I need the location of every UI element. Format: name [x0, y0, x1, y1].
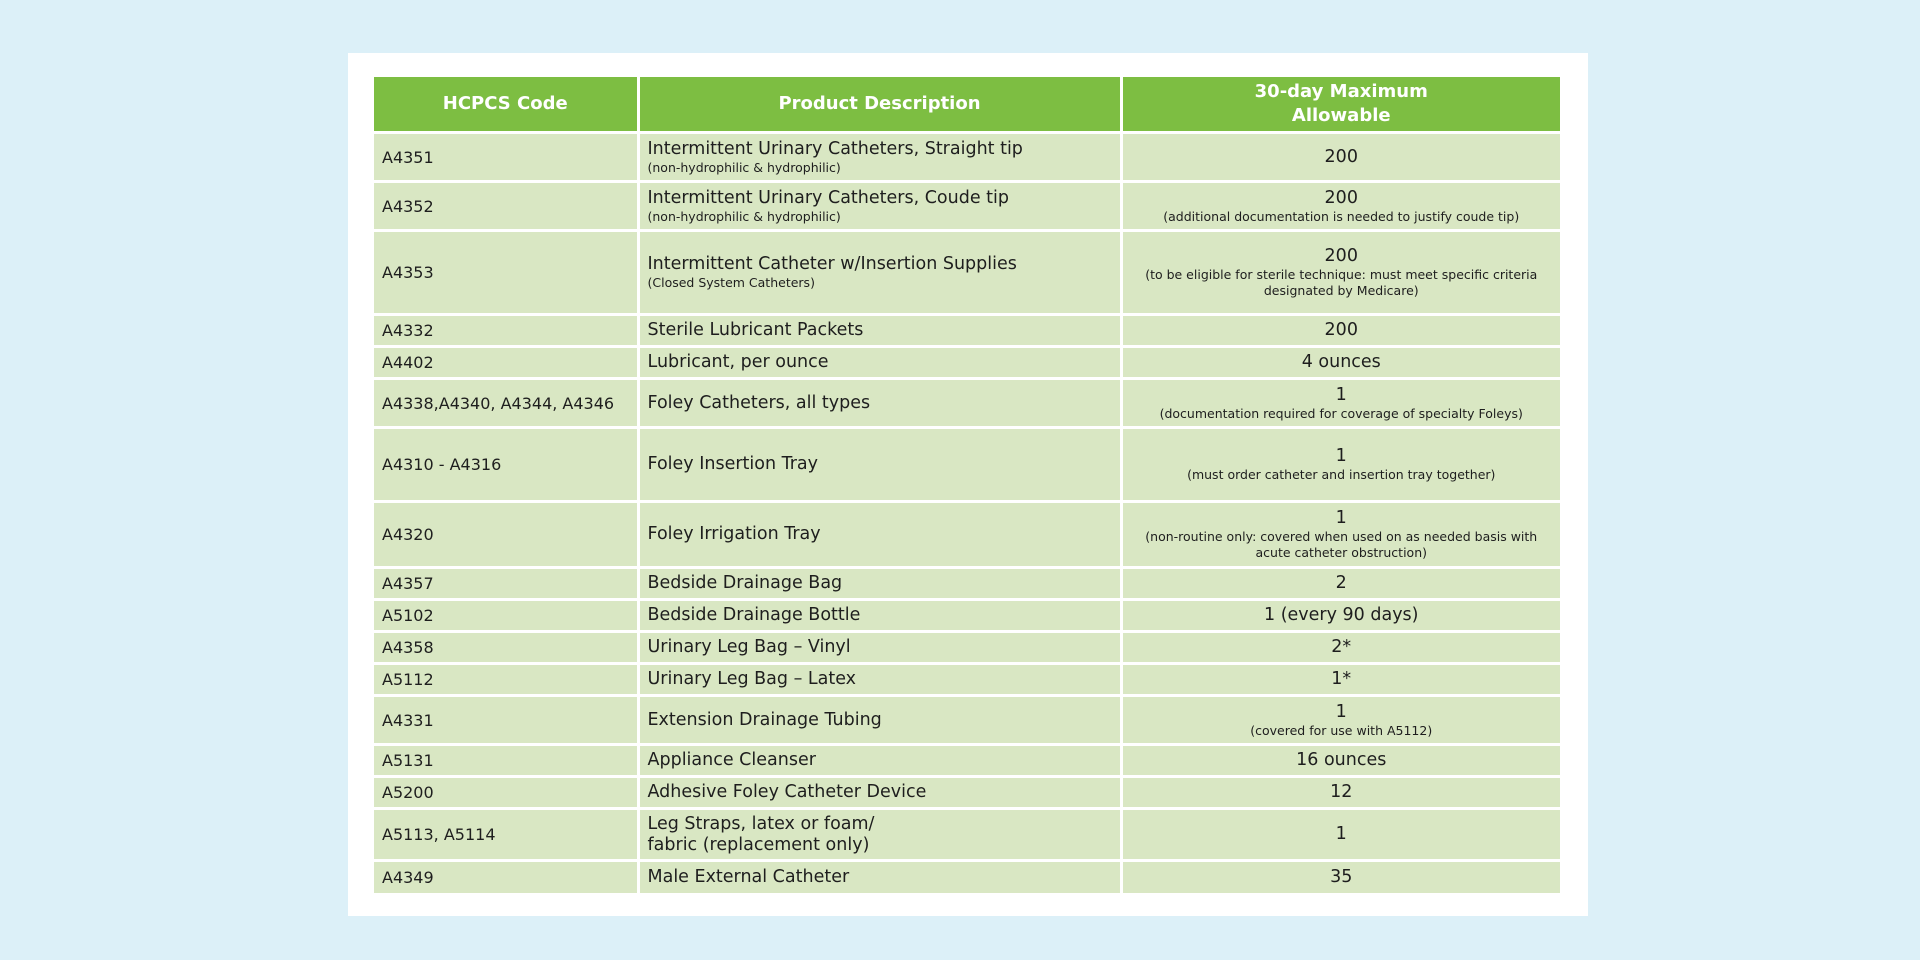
table-row	[374, 133, 1560, 182]
header-hcpcs-code: HCPCS Code	[374, 77, 638, 133]
cell-product-description	[638, 696, 1121, 745]
cell-30-day-maximum	[1121, 696, 1560, 745]
table-row	[374, 861, 1560, 893]
table-header-row	[374, 77, 1560, 133]
cell-hcpcs-code: A4349	[374, 861, 638, 893]
table-row	[374, 347, 1560, 379]
description-text: Adhesive Foley Catheter Device	[647, 782, 927, 802]
cell-product-description	[638, 428, 1121, 502]
description-text: Sterile Lubricant Packets	[647, 320, 864, 340]
table-row	[374, 809, 1560, 861]
cell-product-description	[638, 182, 1121, 231]
cell-hcpcs-code: A5102	[374, 600, 638, 632]
maximum-value: 35	[1330, 866, 1353, 887]
cell-hcpcs-code: A4402	[374, 347, 638, 379]
maximum-note: (to be eligible for sterile technique: must meet specific criteria designated by Medicare)	[1145, 267, 1538, 298]
cell-product-description	[638, 315, 1121, 347]
cell-hcpcs-code: A4352	[374, 182, 638, 231]
table-row	[374, 182, 1560, 231]
cell-hcpcs-code: A4353	[374, 231, 638, 315]
cell-30-day-maximum	[1121, 379, 1560, 428]
cell-30-day-maximum	[1121, 777, 1560, 809]
cell-hcpcs-code: A4320	[374, 502, 638, 568]
maximum-value: 1	[1335, 824, 1347, 844]
table-row	[374, 696, 1560, 745]
cell-product-description	[638, 231, 1121, 315]
cell-product-description	[638, 600, 1121, 632]
maximum-note: (must order catheter and insertion tray together)	[1187, 467, 1496, 482]
maximum-value: 200	[1324, 146, 1358, 167]
cell-30-day-maximum	[1121, 133, 1560, 182]
description-text: Lubricant, per ounce	[647, 352, 829, 372]
cell-product-description	[638, 745, 1121, 777]
cell-hcpcs-code: A4357	[374, 568, 638, 600]
cell-30-day-maximum	[1121, 502, 1560, 568]
cell-hcpcs-code: A4358	[374, 632, 638, 664]
cell-product-description	[638, 502, 1121, 568]
cell-hcpcs-code: A4332	[374, 315, 638, 347]
description-text: Extension Drainage Tubing	[647, 709, 882, 730]
maximum-value: 1	[1335, 446, 1347, 466]
cell-30-day-maximum	[1121, 315, 1560, 347]
cell-hcpcs-code: A4351	[374, 133, 638, 182]
cell-product-description	[638, 664, 1121, 696]
cell-hcpcs-code: A4338,A4340, A4344, A4346	[374, 379, 638, 428]
maximum-value: 200	[1324, 187, 1358, 208]
cell-30-day-maximum	[1121, 664, 1560, 696]
cell-hcpcs-code: A4310 - A4316	[374, 428, 638, 502]
maximum-note: (covered for use with A5112)	[1250, 722, 1433, 738]
cell-30-day-maximum	[1121, 809, 1560, 861]
hcpcs-table	[374, 77, 1560, 893]
maximum-value: 2*	[1331, 637, 1352, 657]
table-row	[374, 502, 1560, 568]
description-text-line2: fabric (replacement only)	[647, 834, 870, 855]
description-text: Male External Catheter	[647, 866, 850, 887]
description-text: Leg Straps, latex or foam/	[647, 813, 875, 834]
table-row	[374, 600, 1560, 632]
description-text: Foley Irrigation Tray	[647, 524, 821, 544]
maximum-value: 4 ounces	[1301, 352, 1381, 372]
cell-30-day-maximum	[1121, 600, 1560, 632]
description-note: (Closed System Catheters)	[647, 275, 815, 290]
cell-hcpcs-code: A5131	[374, 745, 638, 777]
cell-30-day-maximum	[1121, 182, 1560, 231]
description-text: Urinary Leg Bag – Latex	[647, 669, 857, 689]
cell-hcpcs-code: A4331	[374, 696, 638, 745]
header-product-description: Product Description	[638, 77, 1121, 133]
cell-30-day-maximum	[1121, 745, 1560, 777]
description-text: Urinary Leg Bag – Vinyl	[647, 637, 851, 657]
maximum-value: 1	[1335, 384, 1347, 405]
description-note: (non-hydrophilic & hydrophilic)	[647, 208, 841, 224]
description-text: Bedside Drainage Bag	[647, 573, 843, 593]
cell-product-description	[638, 632, 1121, 664]
maximum-value: 1	[1335, 508, 1347, 528]
table-card	[348, 53, 1588, 916]
maximum-value: 200	[1324, 320, 1358, 340]
cell-product-description	[638, 133, 1121, 182]
maximum-value: 200	[1324, 246, 1358, 266]
header-max-line1: 30-day Maximum	[1254, 81, 1428, 102]
cell-30-day-maximum	[1121, 632, 1560, 664]
table-row	[374, 777, 1560, 809]
header-30-day-maximum	[1121, 77, 1560, 133]
table-row	[374, 379, 1560, 428]
maximum-note: (additional documentation is needed to justify coude tip)	[1163, 208, 1520, 224]
table-row	[374, 428, 1560, 502]
cell-product-description	[638, 809, 1121, 861]
description-text: Bedside Drainage Bottle	[647, 605, 861, 625]
description-text: Intermittent Catheter w/Insertion Supplies	[647, 254, 1017, 274]
maximum-note: (non-routine only: covered when used on as needed basis with acute catheter obstruction)	[1145, 529, 1538, 560]
cell-30-day-maximum	[1121, 347, 1560, 379]
cell-hcpcs-code: A5113, A5114	[374, 809, 638, 861]
cell-product-description	[638, 568, 1121, 600]
cell-hcpcs-code: A5200	[374, 777, 638, 809]
maximum-value: 12	[1330, 782, 1353, 802]
description-text: Intermittent Urinary Catheters, Coude tip	[647, 187, 1009, 208]
maximum-note: (documentation required for coverage of specialty Foleys)	[1159, 405, 1523, 421]
table-row	[374, 568, 1560, 600]
header-max-line2: Allowable	[1291, 105, 1391, 126]
description-text: Intermittent Urinary Catheters, Straight tip	[647, 138, 1023, 159]
table-row	[374, 745, 1560, 777]
cell-product-description	[638, 379, 1121, 428]
maximum-value: 1 (every 90 days)	[1264, 605, 1419, 625]
table-row	[374, 231, 1560, 315]
cell-30-day-maximum	[1121, 861, 1560, 893]
description-text: Appliance Cleanser	[647, 750, 816, 770]
cell-product-description	[638, 347, 1121, 379]
cell-30-day-maximum	[1121, 428, 1560, 502]
maximum-value: 16 ounces	[1296, 750, 1387, 770]
cell-30-day-maximum	[1121, 568, 1560, 600]
table-row	[374, 315, 1560, 347]
description-note: (non-hydrophilic & hydrophilic)	[647, 159, 841, 175]
maximum-value: 1*	[1331, 669, 1352, 689]
cell-hcpcs-code: A5112	[374, 664, 638, 696]
table-row	[374, 632, 1560, 664]
cell-product-description	[638, 861, 1121, 893]
cell-product-description	[638, 777, 1121, 809]
description-text: Foley Catheters, all types	[647, 392, 871, 413]
maximum-value: 2	[1335, 573, 1347, 593]
description-text: Foley Insertion Tray	[647, 454, 819, 474]
maximum-value: 1	[1335, 701, 1347, 722]
cell-30-day-maximum	[1121, 231, 1560, 315]
table-row	[374, 664, 1560, 696]
